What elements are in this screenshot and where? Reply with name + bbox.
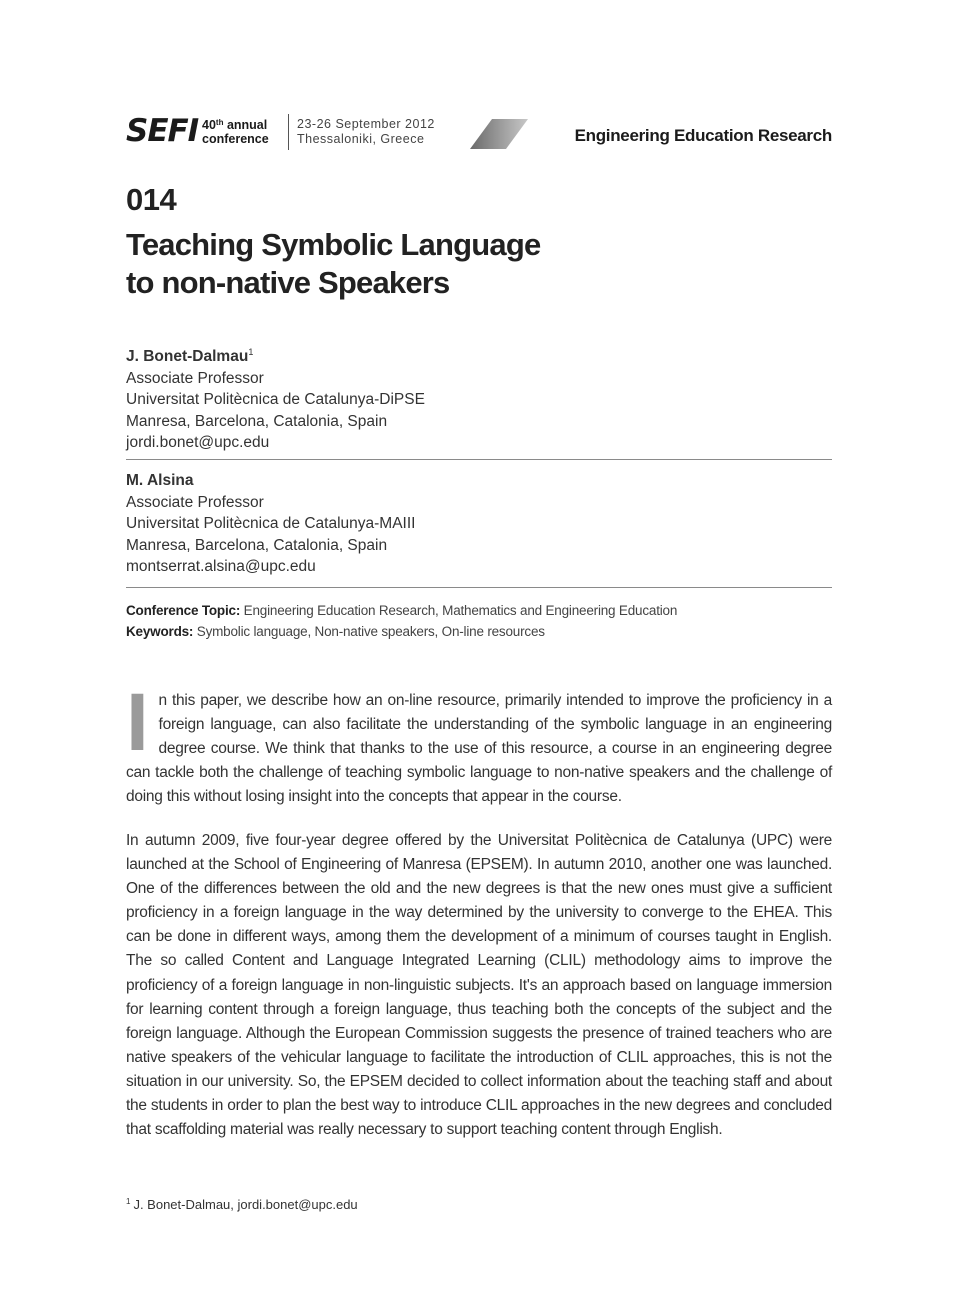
author-location: Manresa, Barcelona, Catalonia, Spain xyxy=(126,536,388,554)
author-block-2 xyxy=(126,470,832,578)
author-name xyxy=(126,342,832,368)
footnote-text: J. Bonet-Dalmau, jordi.bonet@upc.edu xyxy=(133,1197,358,1212)
abstract-text: n this paper, we describe how an on-line resource, primarily intended to improve the proficiency in a foreign language, can also facilitate the understanding of the symbolic language in an engineering degree course. We think that thanks to the use of this resource, a course in an engineering degree can tackle both the challenge of teaching symbolic language to non-native speakers and the challenge of doing this without losing insight into the concepts that appear in the course. xyxy=(126,692,832,806)
conference-line1: annual xyxy=(223,118,268,132)
sefi-logo: SEFI xyxy=(126,113,199,149)
conference-ordinal-suffix: th xyxy=(215,118,224,127)
section-title: Engineering Education Research xyxy=(574,126,832,145)
paper-meta xyxy=(126,600,832,642)
author-affiliation: Universitat Politècnica de Catalunya-MAIII xyxy=(126,515,416,532)
conference-location: Thessaloniki, Greece xyxy=(297,132,425,146)
keywords xyxy=(126,621,832,642)
author-block-1 xyxy=(126,342,832,454)
conference-dates: 23-26 September 2012 xyxy=(297,117,435,131)
footnote xyxy=(126,1197,358,1212)
author-name-text: J. Bonet-Dalmau xyxy=(126,348,249,365)
author-email: jordi.bonet@upc.edu xyxy=(126,434,270,451)
author-name: M. Alsina xyxy=(126,472,194,489)
paper-title xyxy=(126,226,726,302)
conference-ordinal: 40 xyxy=(202,118,216,132)
conference-header xyxy=(126,112,832,152)
conference-topic-value: Engineering Education Research, Mathematics and Engineering Education xyxy=(240,603,678,618)
decorative-stripe-icon xyxy=(470,119,528,149)
header-divider xyxy=(288,114,289,150)
author-affiliation: Universitat Politècnica de Catalunya-DiPSE xyxy=(126,391,425,408)
body-paragraph: In autumn 2009, five four-year degree offered by the Universitat Politècnica de Catalunya (UPC) were launched at the School of Engineering of Manresa (EPSEM). In autumn 2010, another one was launched. One of the differences between the old and the new degrees is that the new ones must give a sufficient proficiency in a foreign language in the way determined by the university to converge to the EHEA. This can be done in different ways, among them the development of a minimum of courses taught in English. The so called Content and Language Integrated Learning (CLIL) methodology aims to improve the proficiency of a foreign language in non-linguistic subjects. It's an approach based on language immersion for learning content through a foreign language, thus teaching both the concepts of the subject and the foreign language. Although the European Commission suggests the presence of trained teachers who are native speakers of the vehicular language to facilitate the introduction of CLIL approaches, this is not the situation in our university. So, the EPSEM decided to collect information about the teaching staff and about the students in order to plan the best way to introduce CLIL approaches in the new degrees and concluded that scaffolding material was really necessary to support teaching content through English. xyxy=(126,832,832,1139)
paper-title-line2: to non-native Speakers xyxy=(126,265,450,300)
divider-rule xyxy=(126,459,832,460)
keywords-label: Keywords: xyxy=(126,624,194,639)
paper-number: 014 xyxy=(126,182,177,217)
conference-dates-block xyxy=(297,117,435,147)
author-role: Associate Professor xyxy=(126,369,264,387)
footnote-mark: 1 xyxy=(126,1197,131,1206)
conference-label xyxy=(202,116,269,146)
author-role: Associate Professor xyxy=(126,493,264,511)
divider-rule xyxy=(126,587,832,588)
abstract-paragraph xyxy=(126,677,832,809)
author-email: montserrat.alsina@upc.edu xyxy=(126,558,316,575)
conference-topic xyxy=(126,600,832,621)
drop-cap: I xyxy=(126,677,149,768)
paper-title-line1: Teaching Symbolic Language xyxy=(126,227,541,262)
conference-topic-label: Conference Topic: xyxy=(126,603,241,618)
author-location: Manresa, Barcelona, Catalonia, Spain xyxy=(126,412,388,430)
footnote-mark: 1 xyxy=(248,347,254,357)
keywords-value: Symbolic language, Non-native speakers, On-line resources xyxy=(193,624,545,639)
conference-line2: conference xyxy=(202,132,269,146)
